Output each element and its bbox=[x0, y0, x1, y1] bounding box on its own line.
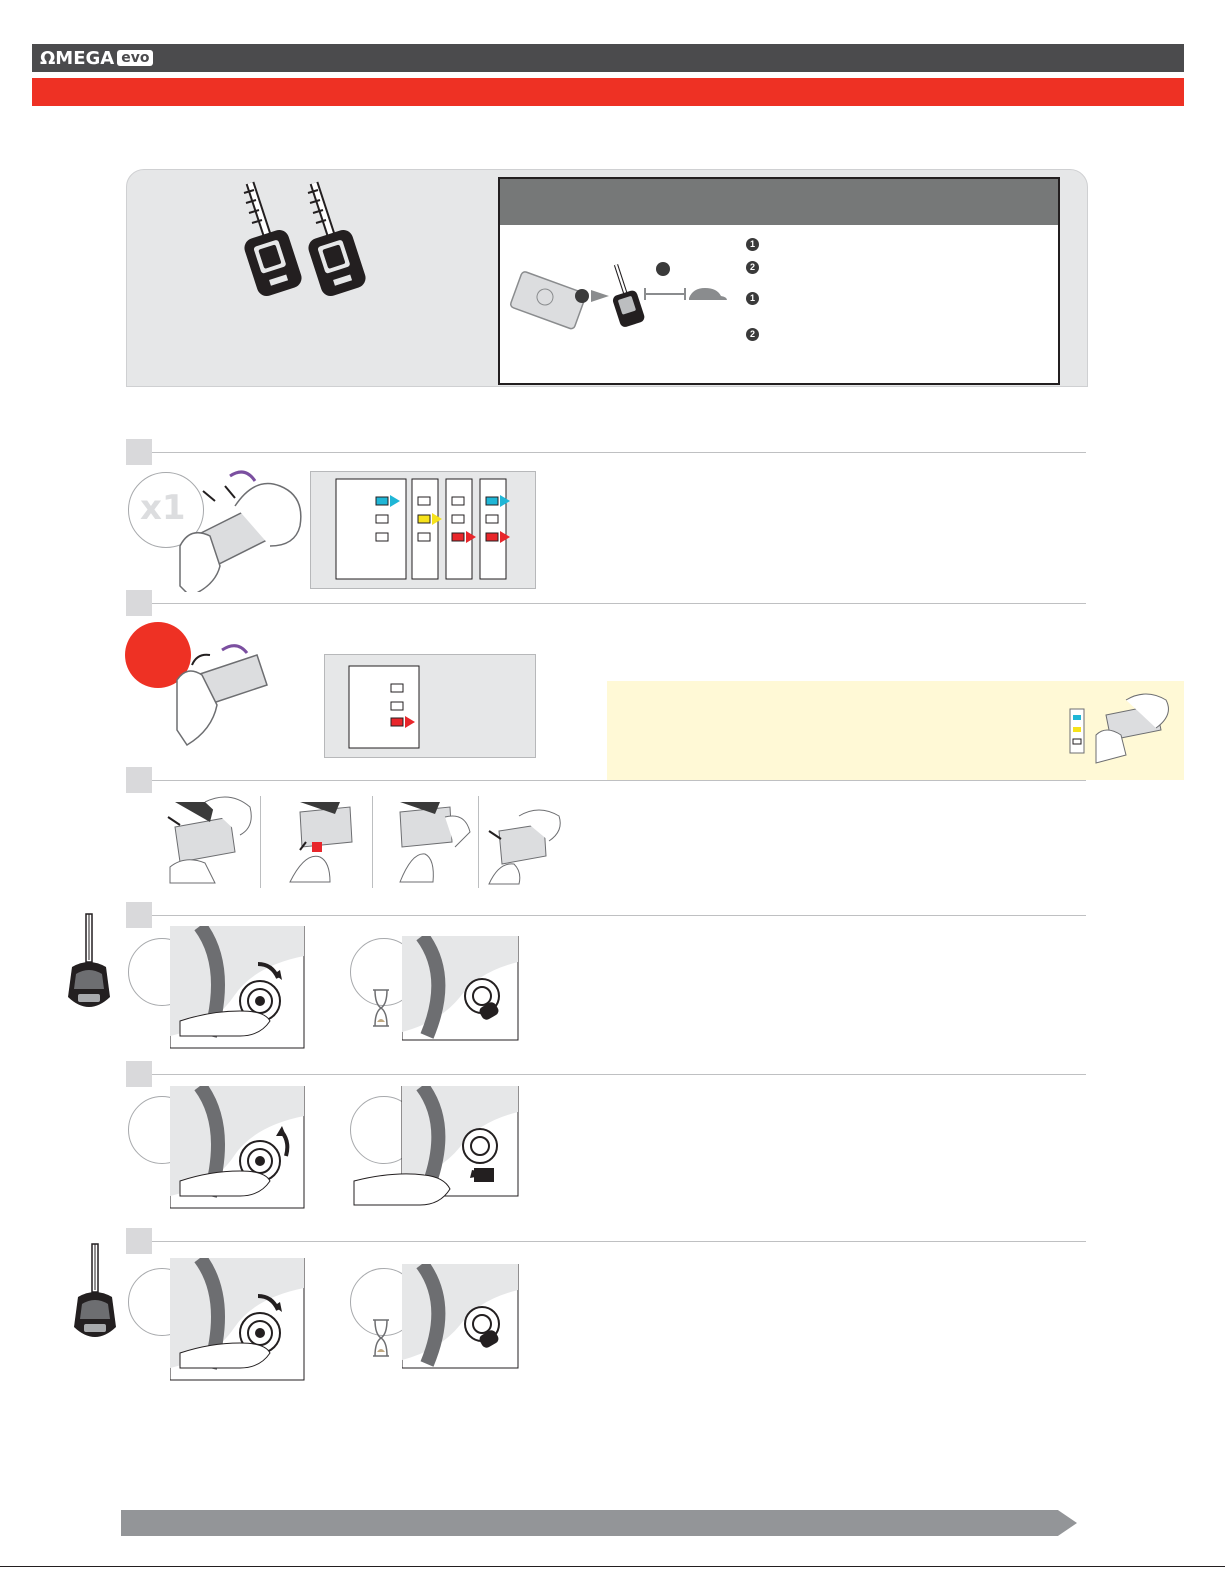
separator bbox=[260, 796, 261, 888]
repeat-count: x1 bbox=[140, 488, 186, 528]
step-number-box bbox=[126, 590, 152, 616]
module-install-illustration bbox=[160, 792, 260, 887]
title-bar bbox=[32, 78, 1184, 106]
step-divider bbox=[152, 780, 1086, 781]
ignition-turn-back-illustration bbox=[170, 1086, 306, 1210]
note-illustration bbox=[1066, 685, 1178, 765]
step-number-box bbox=[126, 439, 152, 465]
module-icon bbox=[510, 271, 587, 330]
step-one-marker bbox=[575, 289, 589, 303]
step-divider bbox=[152, 452, 1086, 453]
key-icon bbox=[306, 183, 368, 299]
key-icon bbox=[242, 183, 304, 299]
key-icon bbox=[612, 265, 646, 329]
dip-switch-diagram bbox=[332, 475, 532, 585]
hand-module-illustration bbox=[175, 466, 315, 592]
separator bbox=[478, 796, 479, 888]
footer-rule bbox=[0, 1566, 1225, 1567]
footer-bar bbox=[121, 1510, 1077, 1536]
programming-diagram bbox=[505, 252, 735, 347]
arrow-icon bbox=[591, 290, 609, 302]
step-divider bbox=[152, 1074, 1086, 1075]
car-icon bbox=[689, 288, 727, 300]
step-number-box bbox=[126, 1228, 152, 1254]
callout-number: 2 bbox=[746, 328, 759, 341]
header-bar bbox=[32, 44, 1184, 72]
brand-text: ΩMEGA bbox=[40, 47, 115, 69]
brand-suffix: evo bbox=[117, 50, 153, 66]
step-two-marker bbox=[656, 262, 670, 276]
callout-number: 2 bbox=[746, 261, 759, 274]
programming-box-header bbox=[500, 179, 1058, 225]
hand-module-illustration bbox=[172, 640, 322, 760]
module-install-illustration bbox=[280, 792, 372, 887]
ignition-key-illustration bbox=[402, 936, 520, 1042]
remote-keys-illustration bbox=[230, 178, 390, 303]
ignition-key-illustration bbox=[402, 1264, 520, 1370]
ignition-turn-illustration bbox=[170, 926, 306, 1050]
step-number-box bbox=[126, 902, 152, 928]
hourglass-icon bbox=[370, 1318, 392, 1358]
callout-number: 1 bbox=[746, 292, 759, 305]
module-install-illustration bbox=[390, 792, 478, 887]
key-remove-illustration bbox=[352, 1086, 520, 1218]
key-fob-icon bbox=[70, 1242, 120, 1346]
step-divider bbox=[152, 603, 1086, 604]
dip-switch-diagram bbox=[345, 662, 445, 752]
key-fob-icon bbox=[64, 912, 114, 1017]
separator bbox=[372, 796, 373, 888]
callout-number: 1 bbox=[746, 238, 759, 251]
module-install-illustration bbox=[484, 796, 566, 888]
step-number-box bbox=[126, 767, 152, 793]
step-divider bbox=[152, 1241, 1086, 1242]
hourglass-icon bbox=[370, 988, 392, 1028]
step-divider bbox=[152, 915, 1086, 916]
omega-evo-logo bbox=[40, 48, 153, 68]
ignition-turn-illustration bbox=[170, 1258, 306, 1382]
step-number-box bbox=[126, 1061, 152, 1087]
